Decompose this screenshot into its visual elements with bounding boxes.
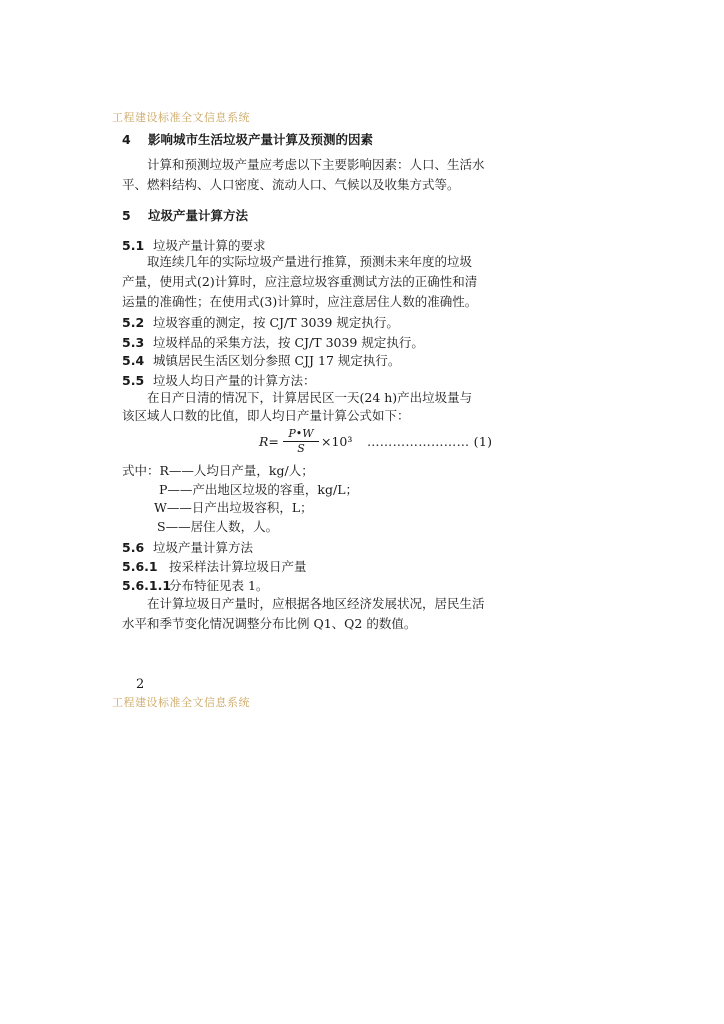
where-line: W——日产出垃圾容积，L； <box>154 500 313 515</box>
section-number: 4 <box>122 132 131 147</box>
paragraph-line: 在计算垃圾日产量时，应根据各地区经济发展状况，居民生活 <box>147 596 485 611</box>
section-title: 垃圾产量计算方法 <box>148 208 249 223</box>
formula-multiplier: ×10³ <box>321 434 353 449</box>
page-number: 2 <box>136 677 145 692</box>
where-line: 式中：R——人均日产量，kg/人； <box>122 463 314 478</box>
clause-5-6-1 <box>122 557 307 575</box>
clause-number: 5.3 <box>122 335 145 350</box>
section-number: 5 <box>122 208 131 223</box>
paragraph-line: 计算和预测垃圾产量应考虑以下主要影响因素：人口、生活水 <box>147 157 485 172</box>
clause-text: 垃圾人均日产量的计算方法： <box>153 373 316 388</box>
clause-text: 按采样法计算垃圾日产量 <box>169 559 307 574</box>
clause-text: 垃圾产量计算的要求 <box>153 238 266 253</box>
clause-text: 垃圾产量计算方法 <box>153 540 254 555</box>
paragraph-line: 平、燃料结构、人口密度、流动人口、气候以及收集方式等。 <box>122 177 460 192</box>
clause-5-6-1-1 <box>122 576 268 594</box>
paragraph-line: 运量的准确性；在使用式(3)计算时，应注意居住人数的准确性。 <box>122 294 478 309</box>
equation-number: …………………… (1) <box>367 434 493 449</box>
paragraph-line: 水平和季节变化情况调整分布比例 Q1、Q2 的数值。 <box>122 616 417 631</box>
paragraph-line: 取连续几年的实际垃圾产量进行推算，预测未来年度的垃圾 <box>147 254 473 269</box>
clause-number: 5.6.1 <box>122 559 158 574</box>
section-title: 影响城市生活垃圾产量计算及预测的因素 <box>148 132 374 147</box>
clause-5-4 <box>122 351 400 369</box>
clause-text: 分布特征见表 1。 <box>169 578 269 593</box>
clause-number: 5.6.1.1 <box>122 578 172 593</box>
paragraph-line: 在日产日清的情况下，计算居民区一天(24 h)产出垃圾量与 <box>147 390 473 405</box>
formula-1 <box>259 428 499 458</box>
formula-numerator: P•W <box>288 427 314 440</box>
watermark-top: 工程建设标准全文信息系统 <box>112 111 250 124</box>
clause-number: 5.6 <box>122 540 145 555</box>
paragraph-line: 产量，使用式(2)计算时，应注意垃圾容重测试方法的正确性和清 <box>122 274 478 289</box>
clause-number: 5.2 <box>122 315 145 330</box>
clause-text: 城镇居民生活区划分参照 CJJ 17 规定执行。 <box>153 353 401 368</box>
paragraph-line: 该区域人口数的比值，即人均日产量计算公式如下： <box>122 408 410 423</box>
section-5-heading <box>122 206 248 224</box>
clause-number: 5.5 <box>122 373 145 388</box>
clause-5-5 <box>122 371 316 389</box>
clause-number: 5.1 <box>122 238 145 253</box>
where-line: S——居住人数，人。 <box>157 519 279 534</box>
clause-5-1 <box>122 236 266 254</box>
clause-5-2 <box>122 313 399 331</box>
formula-lhs: R= <box>259 434 279 449</box>
clause-5-3 <box>122 333 424 351</box>
formula-fraction <box>283 428 319 455</box>
clause-text: 垃圾样品的采集方法，按 CJ/T 3039 规定执行。 <box>153 335 424 350</box>
where-line: P——产出地区垃圾的容重，kg/L； <box>159 482 358 497</box>
section-4-heading <box>122 130 373 148</box>
clause-5-6 <box>122 538 253 556</box>
formula-denominator: S <box>297 442 305 455</box>
watermark-bottom: 工程建设标准全文信息系统 <box>112 696 250 709</box>
clause-text: 垃圾容重的测定，按 CJ/T 3039 规定执行。 <box>153 315 399 330</box>
clause-number: 5.4 <box>122 353 145 368</box>
